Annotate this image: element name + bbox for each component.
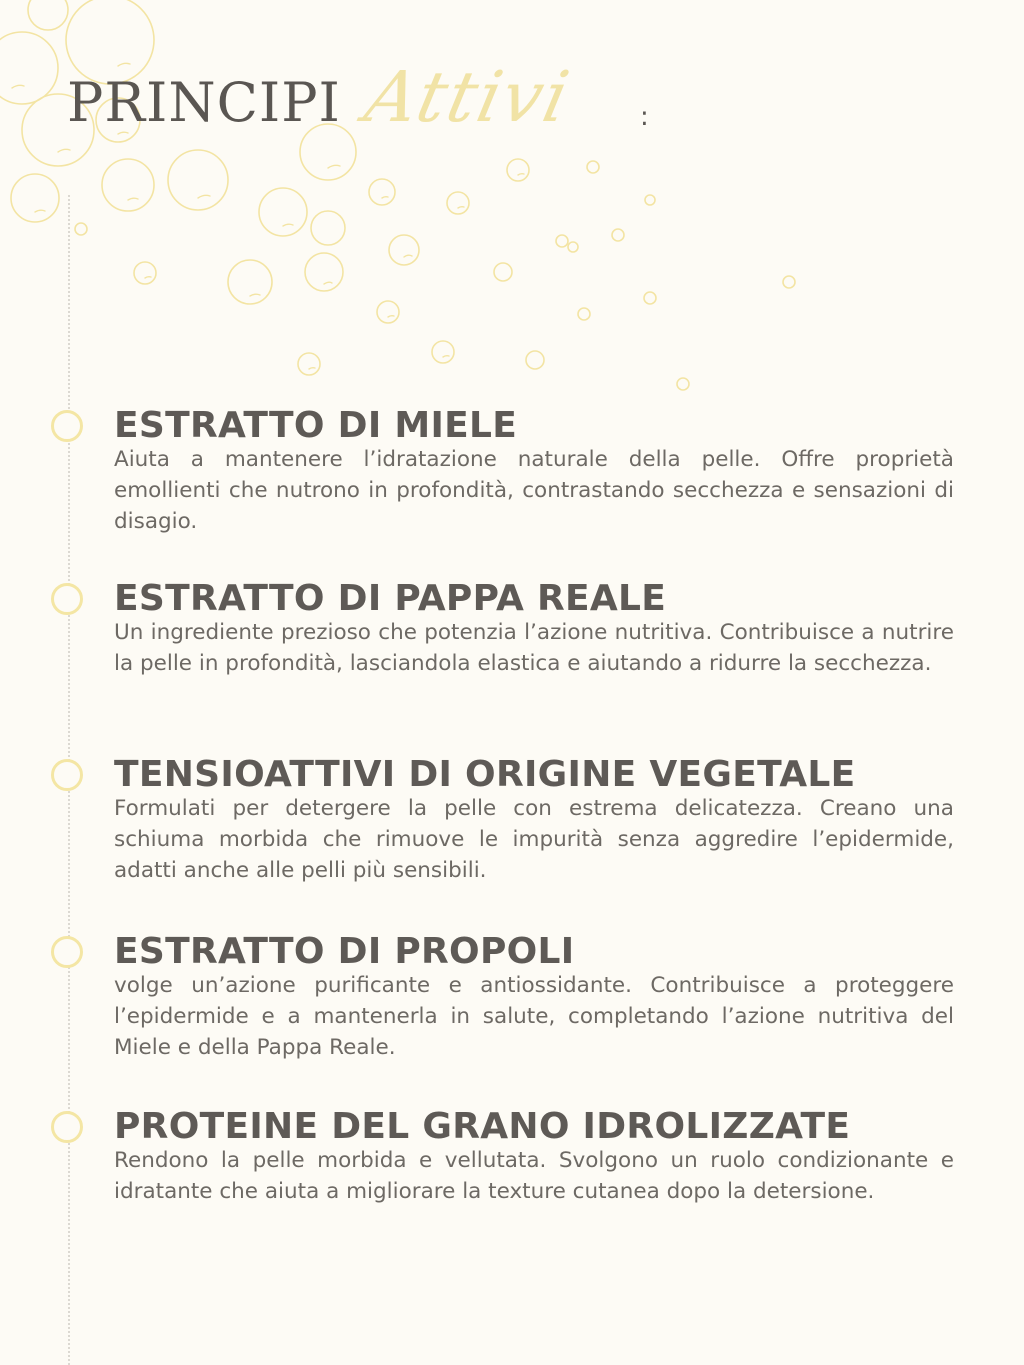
ingredient-description: Rendono la pelle morbida e vellutata. Svolgono un ruolo condizionante e idratante che aiuta a migliorare la texture cutanea dopo la detersione. [114,1148,954,1204]
timeline-dot-icon [51,410,83,442]
ingredient-description: Formulati per detergere la pelle con estrema delicatezza. Creano una schiuma morbida che rimuove le impurità senza aggredire l’epidermide, adatti anche alle pelli più sensibili. [114,796,954,883]
timeline-dot-icon [51,583,83,615]
ingredient-title: ESTRATTO DI MIELE [114,405,518,446]
timeline-dot-icon [51,1111,83,1143]
ingredient-title: PROTEINE DEL GRANO IDROLIZZATE [114,1106,851,1147]
ingredient-title: ESTRATTO DI PROPOLI [114,931,575,972]
page-header [67,56,767,156]
timeline-dot-icon [51,936,83,968]
ingredient-description: Aiuta a mantenere l’idratazione naturale della pelle. Offre proprietà emollienti che nutrono in profondità, contrastando secchezza e sensazioni di disagio. [114,447,954,534]
ingredient-description: volge un’azione purificante e antiossidante. Contribuisce a proteggere l’epidermide e a mantenerla in salute, completando l’azione nutritiva del Miele e della Pappa Reale. [114,973,954,1060]
page-title-colon: : [640,102,649,132]
ingredient-title: TENSIOATTIVI DI ORIGINE VEGETALE [114,754,856,795]
timeline-dot-icon [51,759,83,791]
page-title: PRINCIPI [67,71,341,134]
page-title-script: Attivi [358,56,578,138]
ingredient-title: ESTRATTO DI PAPPA REALE [114,578,667,619]
ingredient-description: Un ingrediente prezioso che potenzia l’azione nutritiva. Contribuisce a nutrire la pelle in profondità, lasciandola elastica e aiutando a ridurre la secchezza. [114,620,954,676]
